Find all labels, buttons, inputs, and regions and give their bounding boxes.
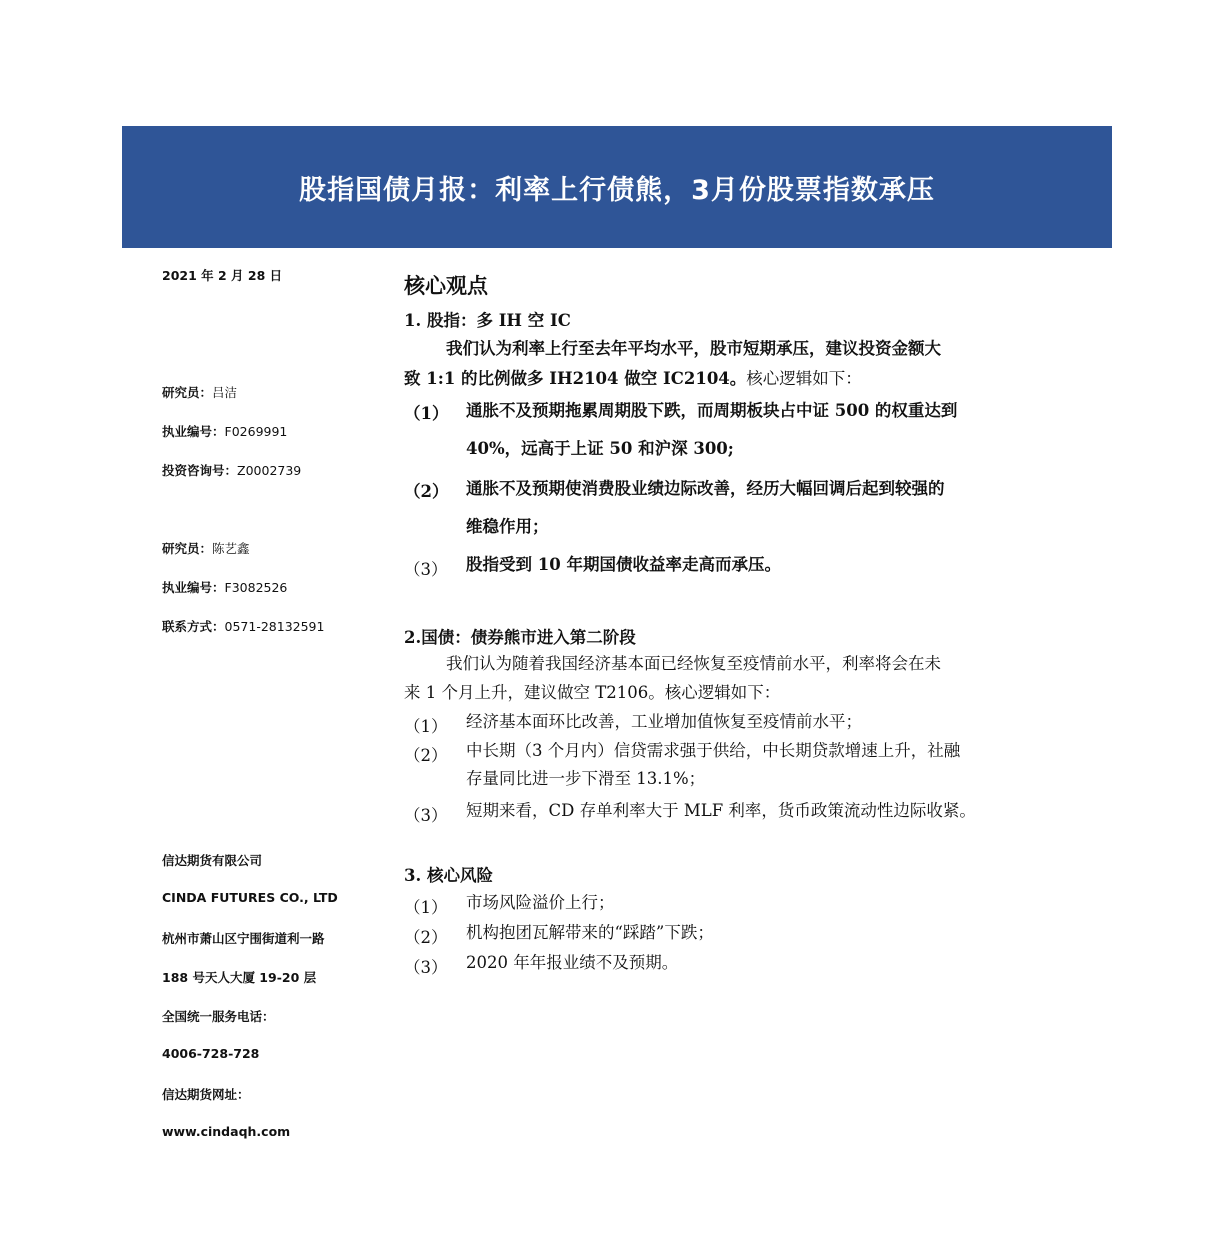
- section2-intro-line2: 来 1 个月上升，建议做空 T2106。核心逻辑如下：: [404, 683, 781, 702]
- item-text-line1: 中长期（3 个月内）信贷需求强于供给，中长期贷款增速上升，社融: [466, 741, 961, 760]
- item-text-line1: 经济基本面环比改善，工业增加值恢复至疫情前水平；: [466, 712, 862, 731]
- item-number: （2）: [404, 482, 449, 501]
- item-text-line1: 股指受到 10 年期国债收益率走高而承压。: [466, 555, 781, 574]
- item-text-line1: 2020 年年报业绩不及预期。: [466, 953, 679, 972]
- item-text-line1: 机构抱团瓦解带来的“踩踏”下跌；: [466, 923, 714, 942]
- company-address-line1: 杭州市萧山区宁围街道利一路: [162, 931, 325, 946]
- website-link[interactable]: www.cindaqh.com: [162, 1124, 291, 1139]
- company-name-cn: 信达期货有限公司: [162, 853, 263, 868]
- section1-intro-line1: 我们认为利率上行至去年平均水平，股市短期承压，建议投资金额大: [446, 339, 941, 358]
- item-text-line2: 存量同比进一步下滑至 13.1%；: [466, 769, 706, 788]
- item-text-line2: 40%，远高于上证 50 和沪深 300;: [466, 439, 734, 458]
- section3-title: 3. 核心风险: [404, 866, 493, 885]
- website-label: 信达期货网址：: [162, 1087, 250, 1102]
- researcher1-license-label: 执业编号：: [162, 424, 225, 439]
- item-number: （3）: [404, 958, 448, 977]
- researcher2-license-value: F3082526: [224, 580, 288, 595]
- researcher1-name-label: 研究员：: [162, 385, 213, 400]
- section2-title: 2.国债：债券熊市进入第二阶段: [404, 628, 636, 647]
- researcher2-license: [162, 578, 287, 596]
- researcher2-license-label: 执业编号：: [162, 580, 225, 595]
- item-number: （3）: [404, 806, 448, 825]
- section1-intro-line2-bold: 致 1:1 的比例做多 IH2104 做空 IC2104。: [404, 369, 747, 388]
- item-number: （1）: [404, 898, 448, 917]
- researcher1-license: [162, 422, 287, 440]
- researcher2-name-value: 陈艺鑫: [212, 541, 250, 556]
- item-text-line1: 短期来看，CD 存单利率大于 MLF 利率，货币政策流动性边际收紧。: [466, 801, 976, 820]
- report-title: 股指国债月报：利率上行债熊，3月份股票指数承压: [299, 174, 935, 206]
- researcher2-contact: [162, 617, 324, 635]
- item-text-line1: 通胀不及预期使消费股业绩边际改善，经历大幅回调后起到较强的: [466, 479, 945, 498]
- company-name-en: CINDA FUTURES CO., LTD: [162, 890, 338, 905]
- researcher1-license-value: F0269991: [224, 424, 288, 439]
- section1-intro-line2: [404, 364, 862, 394]
- item-number: （3）: [404, 560, 448, 579]
- hotline-value: 4006-728-728: [162, 1046, 260, 1061]
- company-address-line2: 188 号天人大厦 19-20 层: [162, 970, 317, 985]
- researcher1-name-value: 吕洁: [212, 385, 238, 400]
- section1-intro-line2-normal: 核心逻辑如下：: [746, 369, 862, 388]
- item-number: （1）: [404, 404, 449, 423]
- item-text-line1: 市场风险溢价上行；: [466, 893, 615, 912]
- item-number: （2）: [404, 928, 448, 947]
- item-number: （1）: [404, 717, 448, 736]
- section1-title: 1. 股指：多 IH 空 IC: [404, 311, 571, 330]
- item-text-line2: 维稳作用；: [466, 517, 549, 536]
- researcher2-contact-label: 联系方式：: [162, 619, 225, 634]
- researcher2-name: [162, 539, 250, 557]
- researcher2-name-label: 研究员：: [162, 541, 213, 556]
- researcher2-contact-value: 0571-28132591: [224, 619, 325, 634]
- title-banner: [122, 126, 1112, 248]
- item-text-line1: 通胀不及预期拖累周期股下跌，而周期板块占中证 500 的权重达到: [466, 401, 958, 420]
- researcher1-consult-value: Z0002739: [237, 463, 302, 478]
- item-number: （2）: [404, 746, 448, 765]
- section2-intro-line1: 我们认为随着我国经济基本面已经恢复至疫情前水平，利率将会在未: [446, 654, 941, 673]
- core-views-heading: 核心观点: [404, 274, 488, 298]
- report-date: 2021 年 2 月 28 日: [162, 268, 283, 283]
- researcher1-name: [162, 383, 237, 401]
- researcher1-consult: [162, 461, 301, 479]
- researcher1-consult-label: 投资咨询号：: [162, 463, 238, 478]
- hotline-label: 全国统一服务电话：: [162, 1009, 275, 1024]
